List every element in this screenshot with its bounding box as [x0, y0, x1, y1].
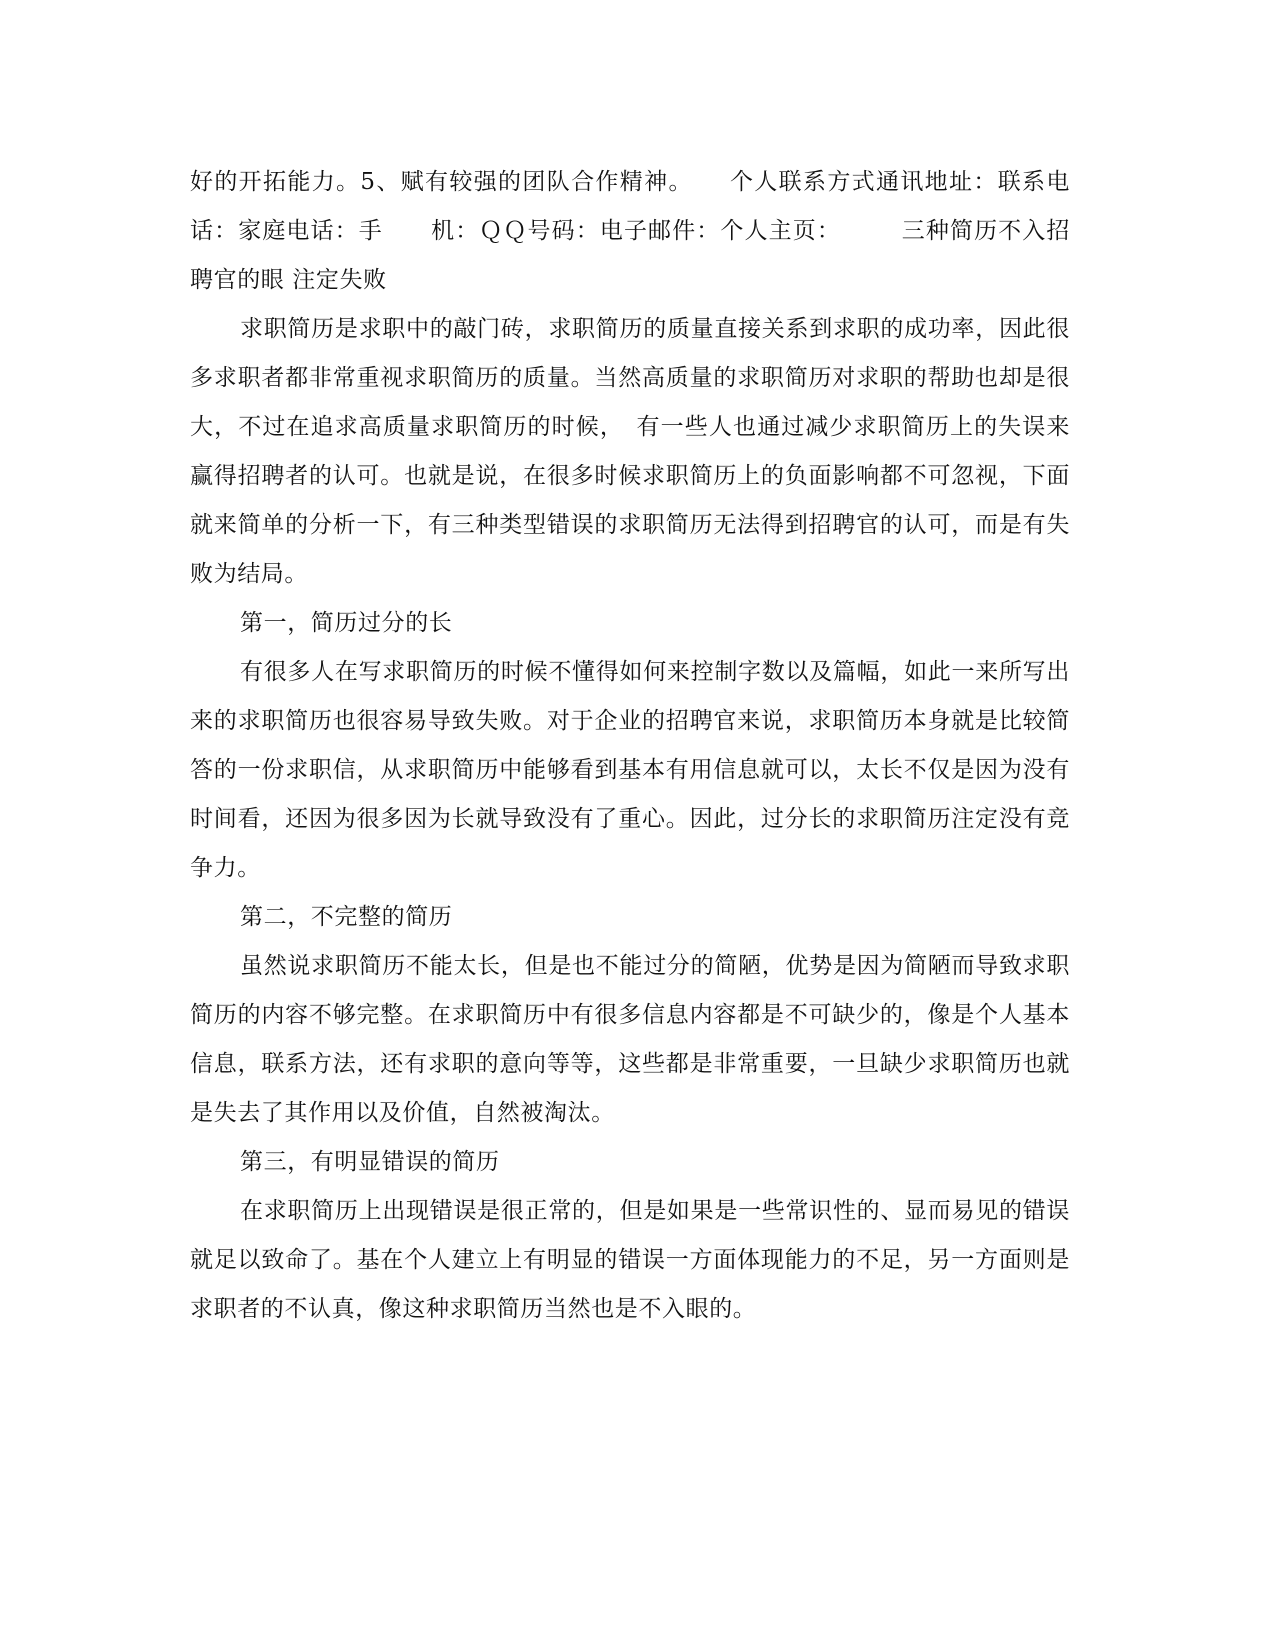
heading-second: 第二，不完整的简历	[240, 904, 453, 930]
heading-third: 第三，有明显错误的简历	[240, 1149, 500, 1175]
paragraph-contact-info: 好的开拓能力。5、赋有较强的团队合作精神。 个人联系方式通讯地址：联系电话：家庭电话：手 机：ＱＱ号码：电子邮件：个人主页： 三种简历不入招聘官的眼 注定失败	[190, 169, 1070, 293]
document-body	[190, 158, 1070, 1334]
paragraph-third: 在求职简历上出现错误是很正常的，但是如果是一些常识性的、显而易见的错误就足以致命了。基在个人建立上有明显的错误一方面体现能力的不足，另一方面则是求职者的不认真，像这种求职简历当然也是不入眼的。	[190, 1198, 1070, 1322]
paragraph-intro: 求职简历是求职中的敲门砖，求职简历的质量直接关系到求职的成功率，因此很多求职者都非常重视求职简历的质量。当然高质量的求职简历对求职的帮助也却是很大，不过在追求高质量求职简历的时候， 有一些人也通过减少求职简历上的失误来赢得招聘者的认可。也就是说，在很多时候求职简历上的负面影响都不可忽视，下面就来简单的分析一下，有三种类型错误的求职简历无法得到招聘官的认可，而是有失败为结局。	[190, 316, 1070, 587]
paragraph-second: 虽然说求职简历不能太长，但是也不能过分的简陋，优势是因为简陋而导致求职简历的内容不够完整。在求职简历中有很多信息内容都是不可缺少的，像是个人基本信息，联系方法，还有求职的意向等等，这些都是非常重要，一旦缺少求职简历也就是失去了其作用以及价值，自然被淘汰。	[190, 953, 1070, 1126]
heading-first: 第一，简历过分的长	[240, 610, 453, 636]
paragraph-first: 有很多人在写求职简历的时候不懂得如何来控制字数以及篇幅，如此一来所写出来的求职简历也很容易导致失败。对于企业的招聘官来说，求职简历本身就是比较简答的一份求职信，从求职简历中能够看到基本有用信息就可以，太长不仅是因为没有时间看，还因为很多因为长就导致没有了重心。因此，过分长的求职简历注定没有竞争力。	[190, 659, 1070, 881]
